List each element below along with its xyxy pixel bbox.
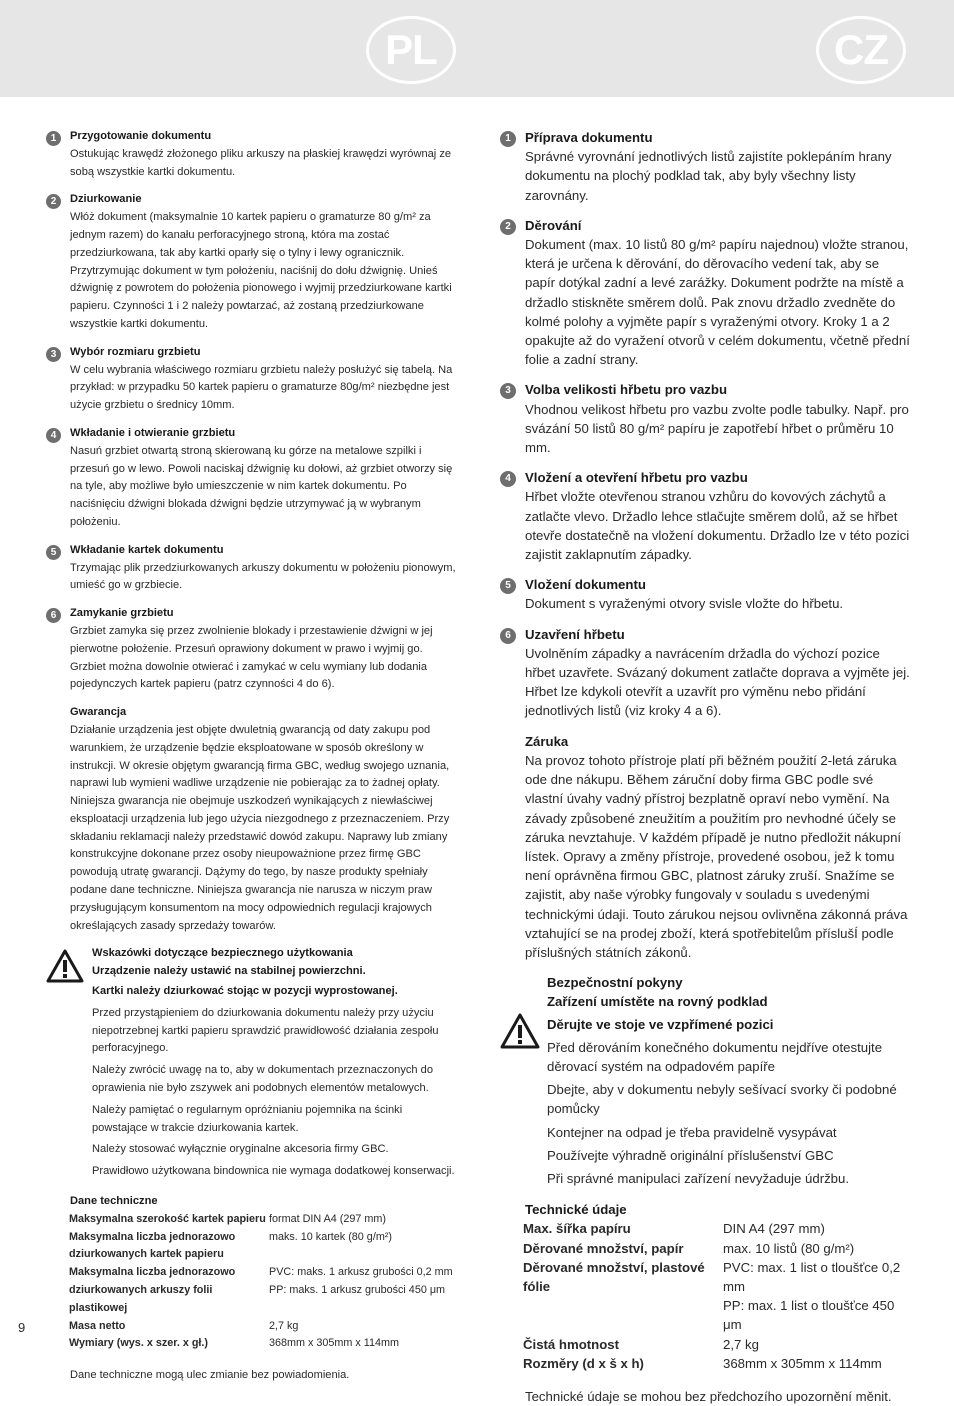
spec-key: Děrované množství, papír bbox=[523, 1240, 684, 1256]
step-title: Przygotowanie dokumentu bbox=[70, 130, 212, 142]
step-number-badge: 5 bbox=[500, 578, 516, 594]
safety-item: Kontejner na odpad je třeba pravidelně vysypávat bbox=[547, 1124, 837, 1140]
safety-item: Dbejte, aby v dokumentu nebyly sešívací svorky či podobné pomůcky bbox=[547, 1082, 897, 1117]
spec-key: Masa netto bbox=[69, 1319, 126, 1332]
step-text: Grzbiet zamyka się przez zwolnienie blokady i przestawienie dźwigni w jej pierwotne położenie. Przesuń oprawiony dokument w prawo i wyjmij go. Grzbiet można dowolnie otwierać i zamykać w celu wymiany lub dodania pojedynczych kartek papieru (patrz czynności 4 do 6). bbox=[70, 624, 433, 691]
safety-item: Należy pamiętać o regularnym opróżnianiu pojemnika na ścinki powstające w trakcie dziurkowania kartek. bbox=[92, 1103, 403, 1134]
step-title: Děrování bbox=[525, 217, 582, 233]
spec-row bbox=[523, 1258, 912, 1335]
pl-warranty bbox=[46, 704, 458, 935]
spec-row bbox=[69, 1335, 453, 1353]
safety-title: Bezpečnostní pokyny bbox=[547, 975, 683, 991]
step-text: Uvolněním západky a navrácením držadla do výchozí pozice hřbet uzavřete. Svázaný dokument zatlačte doprava a vyjměte jej. Hřbet lze kdykoli otevřít a uzavřít pro výměnu nebo přidání jednotlivých listů (viz kroky 4 a 6). bbox=[525, 645, 910, 719]
pl-step-1 bbox=[46, 128, 458, 181]
spec-key: Čistá hmotnost bbox=[523, 1336, 619, 1352]
pl-spec-table bbox=[69, 1211, 453, 1353]
spec-value-2: PP: maks. 1 arkusz grubości 450 μm bbox=[269, 1284, 446, 1297]
language-badge-cz: CZ bbox=[816, 16, 906, 84]
safety-title: Wskazówki dotyczące bezpiecznego użytkowania bbox=[92, 947, 353, 960]
page-header bbox=[0, 0, 954, 97]
step-text: Włóż dokument (maksymalnie 10 kartek papieru o gramaturze 80 g/m² za jednym razem) do kanału perforacyjnego stroną, która ma zostać przedziurkowana, tak aby kartki oparły się o tylny i lewy ogranicznik. Przytrzymując dokument w tym położeniu, naciśnij do dołu dźwignię. Unieś dźwignię z powrotem do położenia pionowego i wyjmij przedziurkowane kartki papieru. Czynności 1 i 2 należy powtarzać, aż zostaną przedziurkowane wszystkie kartki dokumentu. bbox=[70, 211, 452, 330]
step-title: Dziurkowanie bbox=[70, 193, 142, 206]
pl-technical-data bbox=[46, 1193, 458, 1211]
safety-item: Při správné manipulaci zařízení nevyžaduje údržbu. bbox=[547, 1170, 850, 1186]
pl-step-2 bbox=[46, 191, 458, 333]
step-text: Hřbet vložte otevřenou stranou vzhůru do kovových záchytů a zatlačte vlevo. Držadlo lehce stlačujte směrem dolů, až se hřbet otevře dostatečně na vložení dokumentu. Držadlo lze v této pozici zajistit zaklapnutím západky. bbox=[525, 489, 910, 563]
safety-heading-2: Zařízení umístěte na rovný podklad bbox=[547, 994, 768, 1010]
spec-key: Děrované množství, plastové fólie bbox=[523, 1259, 705, 1294]
warranty-title: Záruka bbox=[525, 733, 569, 749]
safety-item: Należy stosować wyłącznie oryginalne akcesoria firmy GBC. bbox=[92, 1143, 389, 1156]
step-title: Příprava dokumentu bbox=[525, 130, 653, 145]
spec-row bbox=[523, 1335, 912, 1354]
cz-step-1 bbox=[500, 128, 912, 205]
warranty-title: Gwarancja bbox=[70, 706, 127, 719]
column-polish bbox=[46, 128, 458, 1385]
step-number-badge: 6 bbox=[46, 608, 61, 623]
cz-step-3 bbox=[500, 380, 912, 457]
spec-key: Rozměry (d x š x h) bbox=[523, 1355, 644, 1371]
spec-value: 2,7 kg bbox=[269, 1319, 299, 1332]
step-number-badge: 1 bbox=[500, 131, 516, 147]
cz-step-4 bbox=[500, 468, 912, 564]
step-title: Volba velikosti hřbetu pro vazbu bbox=[525, 382, 727, 398]
spec-row bbox=[523, 1354, 912, 1373]
safety-item: Používejte výhradně originální příslušenství GBC bbox=[547, 1147, 834, 1163]
step-number-badge: 4 bbox=[500, 471, 516, 487]
pl-step-6 bbox=[46, 605, 458, 694]
step-title: Vložení dokumentu bbox=[525, 577, 646, 593]
step-text: Vhodnou velikost hřbetu pro vazbu zvolte podle tabulky. Např. pro svázání 50 listů 80 g/m² papíru je zapotřebí hřbet o průměru 10 mm. bbox=[525, 401, 909, 456]
language-badge-pl: PL bbox=[366, 16, 456, 84]
pl-safety bbox=[46, 945, 458, 1181]
spec-value: max. 10 listů (80 g/m²) bbox=[723, 1240, 855, 1256]
step-title: Wybór rozmiaru grzbietu bbox=[70, 345, 201, 358]
warranty-text: Na provoz tohoto přístroje platí při běžném použití 2-letá záruka ode dne nákupu. Během záruční doby firma GBC podle své vlastní úvahy vadný přístroj bezplatně opraví nebo vymění. Na závady způsobené zneužitím a použitím pro nevhodné účely se záruka nevztahuje. V každém případě je nutno předložit nákupní lístek. Opravy a změny přístroje, provedené osobou, jež k tomu není oprávněna firmou GBC, platnost záruky zruší. Snažíme se zajistit, aby naše výrobky fungovaly v souladu s uvedenými technickými údaji. Touto zárukou nejsou ovlivněna zákonná práva vztahující se na prodej zboží, která spotřebitelům příslušÍ podle příslušných státních zákonů. bbox=[525, 752, 908, 960]
step-text: Ostukując krawędź złożonego pliku arkuszy na płaskiej krawędzi wyrównaj ze sobą wszystkie kartki dokumentu. bbox=[70, 147, 452, 178]
spec-value-2: PP: max. 1 list o tloušťce 450 μm bbox=[723, 1298, 895, 1333]
spec-value: 2,7 kg bbox=[723, 1336, 759, 1352]
spec-value: DIN A4 (297 mm) bbox=[723, 1221, 825, 1237]
cz-step-6 bbox=[500, 625, 912, 721]
step-text: Dokument (max. 10 listů 80 g/m² papíru najednou) vložte stranou, která je určena k děrování, do děrovacího vedení tak, aby se papír dotýkal zadní a levé zarážky. Dokument podržte na místě a držadlo stiskněte směrem dolů. Pak znovu držadlo zvedněte do kolmé polohy a vyjměte papír s vyraženými otvory. Kroky 1 a 2 opakujte až do vyražení otvorů v celém dokumentu, včetně přední folie a zadní strany. bbox=[525, 237, 910, 368]
step-number-badge: 4 bbox=[46, 428, 61, 443]
step-title: Zamykanie grzbietu bbox=[70, 607, 174, 620]
tech-title: Technické údaje bbox=[525, 1202, 627, 1218]
cz-technical-data bbox=[500, 1200, 912, 1219]
step-text: Správné vyrovnání jednotlivých listů zajistíte poklepáním hrany dokumentu na plochý podklad tak, aby byly všechny listy zarovnány. bbox=[525, 149, 892, 203]
spec-key: Wymiary (wys. x szer. x gł.) bbox=[69, 1337, 209, 1350]
spec-value: PVC: maks. 1 arkusz grubości 0,2 mm bbox=[269, 1266, 453, 1279]
spec-value: maks. 10 kartek (80 g/m²) bbox=[269, 1230, 392, 1243]
step-title: Wkładanie i otwieranie grzbietu bbox=[70, 426, 236, 439]
step-number-badge: 5 bbox=[46, 545, 61, 560]
step-text: Dokument s vyraženými otvory svisle vložte do hřbetu. bbox=[525, 596, 844, 612]
pl-step-5 bbox=[46, 542, 458, 595]
safety-item: Przed przystąpieniem do dziurkowania dokumentu należy przy użyciu niepotrzebnej kartki papieru sprawdzić prawidłowość działania zespołu perforacyjnego. bbox=[92, 1006, 439, 1055]
cz-spec-table bbox=[523, 1219, 912, 1373]
column-czech bbox=[500, 128, 912, 1406]
cz-step-5 bbox=[500, 575, 912, 613]
spec-row bbox=[69, 1264, 453, 1317]
step-number-badge: 3 bbox=[500, 383, 516, 399]
cz-warranty bbox=[500, 732, 912, 962]
step-title: Uzavření hřbetu bbox=[525, 626, 625, 642]
step-number-badge: 1 bbox=[46, 131, 61, 146]
spec-key: Maksymalna liczba jednorazowo dziurkowanych kartek papieru bbox=[69, 1230, 236, 1261]
step-number-badge: 2 bbox=[46, 194, 61, 209]
cz-safety bbox=[500, 973, 912, 1188]
safety-heading-3: Děrujte ve stoje ve vzpřímené pozici bbox=[547, 1016, 774, 1032]
safety-item: Należy zwrócić uwagę na to, aby w dokumentach przeznaczonych do oprawienia nie było zszywek ani podobnych elementów metalowych. bbox=[92, 1064, 434, 1095]
spec-value: format DIN A4 (297 mm) bbox=[269, 1212, 386, 1225]
step-title: Wkładanie kartek dokumentu bbox=[70, 543, 224, 556]
safety-heading-3: Kartki należy dziurkować stojąc w pozycji wyprostowanej. bbox=[92, 985, 398, 998]
spec-row bbox=[69, 1211, 453, 1229]
spec-value: 368mm x 305mm x 114mm bbox=[269, 1337, 399, 1350]
warning-icon bbox=[46, 949, 84, 983]
step-text: Trzymając plik przedziurkowanych arkuszy dokumentu w położeniu pionowym, umieść go w grzbiecie. bbox=[70, 561, 456, 592]
page-number: 9 bbox=[18, 1320, 26, 1335]
warning-icon bbox=[500, 1013, 540, 1049]
safety-item: Před děrováním konečného dokumentu nejdříve otestujte děrovací systém na odpadovém papíře bbox=[547, 1039, 883, 1074]
pl-tech-note: Dane techniczne mogą ulec zmianie bez powiadomienia. bbox=[70, 1369, 350, 1382]
spec-value: 368mm x 305mm x 114mm bbox=[723, 1355, 882, 1371]
safety-item: Prawidłowo użytkowana bindownica nie wymaga dodatkowej konserwacji. bbox=[92, 1165, 455, 1178]
tech-title: Dane techniczne bbox=[70, 1195, 158, 1208]
step-number-badge: 3 bbox=[46, 347, 61, 362]
step-number-badge: 6 bbox=[500, 628, 516, 644]
spec-key: Max. šířka papíru bbox=[523, 1221, 631, 1237]
spec-key: Maksymalna liczba jednorazowo dziurkowanych arkuszy folii plastikowej bbox=[69, 1266, 236, 1314]
warranty-text: Działanie urządzenia jest objęte dwuletnią gwarancją od daty zakupu pod warunkiem, że urządzenie będzie eksploatowane w sposób określony w instrukcji. W okresie objętym gwarancją firma GBC, według swojego uznania, naprawi lub wymieni wadliwe urządzenie nie pobierając za to żadnej opłaty. Niniejsza gwarancja nie obejmuje uszkodzeń wynikających z niewłaściwej eksploatacji urządzenia lub jego użycia niezgodnego z przeznaczeniem. Przy składaniu reklamacji należy przedstawić dowód zakupu. Naprawy lub zmiany konstrukcyjne dokonane przez osoby nieupoważnione przez firmę GBC powodują utratę gwarancji. Dążymy do tego, by nasze produkty spełniały podane dane techniczne. Niniejsza gwarancja nie narusza w niczym praw przysługującym konsumentom na mocy odpowiednich regulacji krajowych określających zasady sprzedaży towarów. bbox=[70, 723, 450, 932]
spec-key: Maksymalna szerokość kartek papieru bbox=[69, 1212, 266, 1225]
pl-step-4 bbox=[46, 425, 458, 532]
cz-tech-note: Technické údaje se mohou bez předchozího upozornění měnit. bbox=[525, 1388, 892, 1404]
spec-row bbox=[69, 1229, 453, 1265]
spec-row bbox=[69, 1318, 453, 1336]
step-text: W celu wybrania właściwego rozmiaru grzbietu należy posłużyć się tabelą. Na przykład: w przypadku 50 kartek papieru o gramaturze 80g/m² niezbędne jest użycie grzbietu o średnicy 10mm. bbox=[70, 363, 453, 412]
spec-row bbox=[523, 1239, 912, 1258]
spec-row bbox=[523, 1219, 912, 1238]
cz-step-2 bbox=[500, 216, 912, 370]
spec-value: PVC: max. 1 list o tloušťce 0,2 mm bbox=[723, 1259, 901, 1294]
pl-step-3 bbox=[46, 344, 458, 415]
step-number-badge: 2 bbox=[500, 219, 516, 235]
step-text: Nasuń grzbiet otwartą stroną skierowaną ku górze na metalowe szpilki i przesuń go w lewo. Powoli naciskaj dźwignię ku dołowi, aż grzbiet otworzy się na tyle, aby możliwe było umieszczenie w nim kartek dokumentu. Po naciśnięciu dźwigni blokada dźwigni będzie utrzymywać ją w wybranym położeniu. bbox=[70, 444, 453, 528]
step-title: Vložení a otevření hřbetu pro vazbu bbox=[525, 470, 748, 486]
safety-heading-2: Urządzenie należy ustawić na stabilnej powierzchni. bbox=[92, 965, 366, 978]
